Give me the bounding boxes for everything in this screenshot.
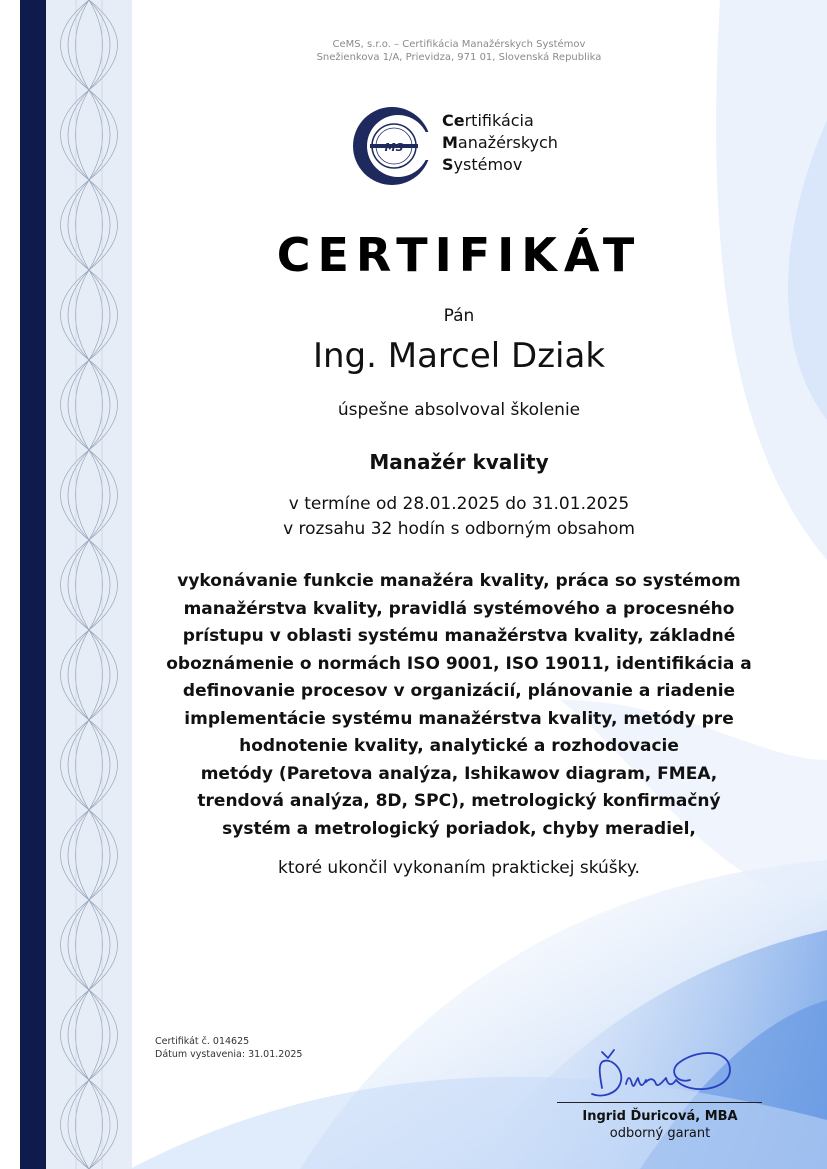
content-line: hodnotenie kvality, analytické a rozhodovacie bbox=[239, 736, 679, 756]
content-line: definovanie procesov v organizácií, plánovanie a riadenie bbox=[182, 681, 736, 701]
signer-role: odborný garant bbox=[609, 1126, 711, 1141]
logo-wordmark: Certifikácia Manažérskych Systémov bbox=[442, 111, 558, 174]
certificate-title: CERTIFIKÁT bbox=[276, 228, 642, 282]
recipient-name: Ing. Marcel Dziak bbox=[312, 336, 606, 376]
exam-text: ktoré ukončil vykonaním praktickej skúšky. bbox=[278, 858, 640, 878]
guilloche-border bbox=[46, 0, 132, 1169]
course-content bbox=[150, 568, 768, 843]
course-name: Manažér kvality bbox=[369, 450, 549, 474]
handwritten-signature bbox=[580, 1040, 750, 1106]
signature-line bbox=[557, 1102, 762, 1103]
certificate-number: Certifikát č. 014625 bbox=[155, 1036, 250, 1047]
issuer-name: CeMS, s.r.o. – Certifikácia Manažérskych Systémov bbox=[332, 39, 586, 50]
content-line: manažérstva kvality, pravidlá systémového a procesného bbox=[183, 598, 735, 619]
left-navy-bar bbox=[20, 0, 46, 1169]
issuer-header bbox=[200, 38, 718, 64]
completion-text: úspešne absolvoval školenie bbox=[337, 400, 581, 420]
salutation: Pán bbox=[443, 306, 475, 326]
content-line: vykonávanie funkcie manažéra kvality, práca so systémom bbox=[177, 571, 741, 591]
course-scope: v rozsahu 32 hodín s odborným obsahom bbox=[283, 519, 635, 539]
content-line: implementácie systému manažérstva kvality, metódy pre bbox=[184, 708, 734, 729]
content-line: trendová analýza, 8D, SPC), metrologický konfirmačný bbox=[197, 791, 721, 811]
certificate-meta bbox=[155, 1035, 302, 1061]
content-line: systém a metrologický poriadok, chyby meradiel, bbox=[222, 818, 696, 839]
course-dates bbox=[200, 492, 718, 542]
content-line: metódy (Paretova analýza, Ishikawov diagram, FMEA, bbox=[200, 763, 718, 784]
signer-name: Ingrid Ďuricová, MBA bbox=[582, 1109, 738, 1124]
issue-date: Dátum vystavenia: 31.01.2025 bbox=[155, 1049, 303, 1060]
content-line: oboznámenie o normách ISO 9001, ISO 19011, identifikácia a bbox=[166, 653, 752, 674]
signer-block bbox=[540, 1108, 780, 1142]
issuer-address: Snežienkova 1/A, Prievidza, 971 01, Slovenská Republika bbox=[316, 52, 602, 63]
content-line: prístupu v oblasti systému manažérstva kvality, základné bbox=[182, 626, 736, 646]
logo-mark: MS bbox=[384, 141, 404, 154]
date-range: v termíne od 28.01.2025 do 31.01.2025 bbox=[288, 494, 630, 514]
